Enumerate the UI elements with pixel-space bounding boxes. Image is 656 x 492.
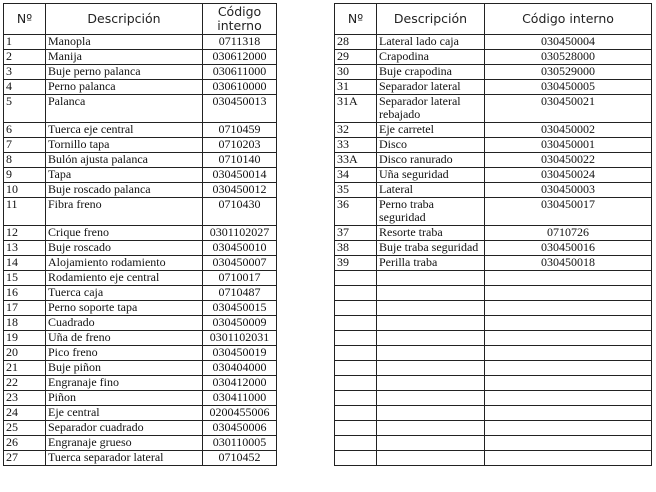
- left-desc-cell: Alojamiento rodamiento: [46, 256, 203, 271]
- column-gap: [277, 241, 335, 256]
- table-row: [4, 226, 652, 241]
- table-row: [4, 168, 652, 183]
- column-gap: [277, 301, 335, 316]
- column-gap: [277, 183, 335, 198]
- right-code-cell: [485, 316, 652, 331]
- table-row: [4, 198, 652, 226]
- right-desc-cell: Separador lateral rebajado: [377, 95, 485, 123]
- left-code-cell: 030610000: [203, 80, 277, 95]
- column-gap: [277, 95, 335, 123]
- right-num-cell: 35: [335, 183, 377, 198]
- left-code-cell: 0710140: [203, 153, 277, 168]
- left-desc-cell: Cuadrado: [46, 316, 203, 331]
- right-num-cell: 38: [335, 241, 377, 256]
- column-gap: [277, 80, 335, 95]
- parts-table: [3, 3, 652, 466]
- right-num-cell: [335, 346, 377, 361]
- table-row: [4, 301, 652, 316]
- column-gap: [277, 123, 335, 138]
- left-desc-cell: Pico freno: [46, 346, 203, 361]
- right-desc-cell: Crapodina: [377, 50, 485, 65]
- right-desc-cell: Disco: [377, 138, 485, 153]
- table-row: [4, 346, 652, 361]
- left-num-cell: 27: [4, 451, 46, 466]
- right-code-cell: 030450004: [485, 35, 652, 50]
- column-gap: [277, 168, 335, 183]
- left-desc-cell: Buje roscado: [46, 241, 203, 256]
- left-code-cell: 030612000: [203, 50, 277, 65]
- table-row: [4, 406, 652, 421]
- left-code-cell: 0710017: [203, 271, 277, 286]
- column-gap: [277, 65, 335, 80]
- right-code-cell: [485, 286, 652, 301]
- column-gap: [277, 346, 335, 361]
- right-desc-cell: [377, 376, 485, 391]
- column-gap: [277, 256, 335, 271]
- table-row: [4, 183, 652, 198]
- column-gap: [277, 421, 335, 436]
- left-desc-cell: Buje piñon: [46, 361, 203, 376]
- left-code-cell: 030110005: [203, 436, 277, 451]
- right-num-cell: [335, 436, 377, 451]
- left-num-cell: 23: [4, 391, 46, 406]
- column-gap: [277, 406, 335, 421]
- left-num-cell: 11: [4, 198, 46, 226]
- right-code-cell: [485, 331, 652, 346]
- left-num-cell: 3: [4, 65, 46, 80]
- right-num-cell: [335, 406, 377, 421]
- right-num-cell: 31A: [335, 95, 377, 123]
- right-desc-cell: [377, 361, 485, 376]
- left-desc-cell: Separador cuadrado: [46, 421, 203, 436]
- right-desc-cell: Eje carretel: [377, 123, 485, 138]
- left-desc-cell: Tapa: [46, 168, 203, 183]
- left-code-cell: 030450012: [203, 183, 277, 198]
- column-gap: [277, 436, 335, 451]
- left-num-cell: 17: [4, 301, 46, 316]
- left-code-cell: 030450007: [203, 256, 277, 271]
- column-gap: [277, 198, 335, 226]
- right-desc-cell: [377, 391, 485, 406]
- right-code-cell: 030450017: [485, 198, 652, 226]
- header-code-left: Código interno: [203, 4, 277, 35]
- left-num-cell: 24: [4, 406, 46, 421]
- left-code-cell: 030450009: [203, 316, 277, 331]
- right-code-cell: [485, 376, 652, 391]
- right-code-cell: [485, 451, 652, 466]
- right-num-cell: 33A: [335, 153, 377, 168]
- column-gap: [277, 271, 335, 286]
- right-num-cell: [335, 421, 377, 436]
- left-code-cell: 030450010: [203, 241, 277, 256]
- left-num-cell: 8: [4, 153, 46, 168]
- column-gap: [277, 316, 335, 331]
- left-desc-cell: Perno palanca: [46, 80, 203, 95]
- left-num-cell: 21: [4, 361, 46, 376]
- left-desc-cell: Engranaje fino: [46, 376, 203, 391]
- right-code-cell: 030450003: [485, 183, 652, 198]
- right-num-cell: [335, 451, 377, 466]
- left-desc-cell: Tornillo tapa: [46, 138, 203, 153]
- right-code-cell: [485, 361, 652, 376]
- right-num-cell: [335, 316, 377, 331]
- column-gap: [277, 138, 335, 153]
- right-code-cell: 030450001: [485, 138, 652, 153]
- right-desc-cell: [377, 331, 485, 346]
- left-desc-cell: Crique freno: [46, 226, 203, 241]
- left-code-cell: 0710452: [203, 451, 277, 466]
- right-num-cell: [335, 286, 377, 301]
- column-gap: [277, 35, 335, 50]
- right-num-cell: 34: [335, 168, 377, 183]
- right-desc-cell: [377, 451, 485, 466]
- right-num-cell: [335, 301, 377, 316]
- right-num-cell: [335, 271, 377, 286]
- left-num-cell: 10: [4, 183, 46, 198]
- left-desc-cell: Buje roscado palanca: [46, 183, 203, 198]
- table-row: [4, 153, 652, 168]
- right-desc-cell: Uña seguridad: [377, 168, 485, 183]
- left-num-cell: 2: [4, 50, 46, 65]
- right-num-cell: [335, 391, 377, 406]
- table-row: [4, 421, 652, 436]
- column-gap: [277, 286, 335, 301]
- left-num-cell: 6: [4, 123, 46, 138]
- right-code-cell: [485, 436, 652, 451]
- right-num-cell: 32: [335, 123, 377, 138]
- table-row: [4, 316, 652, 331]
- left-num-cell: 19: [4, 331, 46, 346]
- left-desc-cell: Engranaje grueso: [46, 436, 203, 451]
- header-row: [4, 4, 652, 35]
- table-row: [4, 95, 652, 123]
- right-code-cell: 030450024: [485, 168, 652, 183]
- right-desc-cell: Perilla traba: [377, 256, 485, 271]
- column-gap: [277, 376, 335, 391]
- column-gap: [277, 391, 335, 406]
- header-num-right: Nº: [335, 4, 377, 35]
- left-desc-cell: Buje perno palanca: [46, 65, 203, 80]
- right-code-cell: 030450005: [485, 80, 652, 95]
- left-code-cell: 030412000: [203, 376, 277, 391]
- table-row: [4, 436, 652, 451]
- left-desc-cell: Uña de freno: [46, 331, 203, 346]
- table-row: [4, 376, 652, 391]
- table-row: [4, 241, 652, 256]
- left-code-cell: 030404000: [203, 361, 277, 376]
- table-row: [4, 391, 652, 406]
- right-code-cell: 0710726: [485, 226, 652, 241]
- left-desc-cell: Bulón ajusta palanca: [46, 153, 203, 168]
- left-desc-cell: Tuerca separador lateral: [46, 451, 203, 466]
- left-code-cell: 030450006: [203, 421, 277, 436]
- right-num-cell: 30: [335, 65, 377, 80]
- right-desc-cell: [377, 436, 485, 451]
- left-num-cell: 1: [4, 35, 46, 50]
- left-code-cell: 030450013: [203, 95, 277, 123]
- left-desc-cell: Manopla: [46, 35, 203, 50]
- left-num-cell: 12: [4, 226, 46, 241]
- left-desc-cell: Tuerca caja: [46, 286, 203, 301]
- left-code-cell: 030611000: [203, 65, 277, 80]
- table-row: [4, 451, 652, 466]
- left-desc-cell: Perno soporte tapa: [46, 301, 203, 316]
- right-desc-cell: Separador lateral: [377, 80, 485, 95]
- left-num-cell: 14: [4, 256, 46, 271]
- column-gap: [277, 331, 335, 346]
- left-code-cell: 0711318: [203, 35, 277, 50]
- left-num-cell: 7: [4, 138, 46, 153]
- left-num-cell: 9: [4, 168, 46, 183]
- right-desc-cell: [377, 286, 485, 301]
- left-code-cell: 0301102027: [203, 226, 277, 241]
- left-num-cell: 15: [4, 271, 46, 286]
- column-gap: [277, 153, 335, 168]
- right-num-cell: [335, 331, 377, 346]
- right-desc-cell: [377, 421, 485, 436]
- column-gap: [277, 226, 335, 241]
- right-code-cell: [485, 406, 652, 421]
- column-gap: [277, 50, 335, 65]
- table-row: [4, 35, 652, 50]
- right-desc-cell: Perno traba seguridad: [377, 198, 485, 226]
- table-row: [4, 256, 652, 271]
- left-desc-cell: Manija: [46, 50, 203, 65]
- table-row: [4, 65, 652, 80]
- right-num-cell: [335, 376, 377, 391]
- right-code-cell: [485, 271, 652, 286]
- right-desc-cell: Disco ranurado: [377, 153, 485, 168]
- right-code-cell: 030529000: [485, 65, 652, 80]
- right-code-cell: 030450002: [485, 123, 652, 138]
- left-num-cell: 5: [4, 95, 46, 123]
- right-num-cell: 39: [335, 256, 377, 271]
- right-code-cell: 030450021: [485, 95, 652, 123]
- left-desc-cell: Palanca: [46, 95, 203, 123]
- left-code-cell: 0200455006: [203, 406, 277, 421]
- left-code-cell: 0710459: [203, 123, 277, 138]
- right-code-cell: [485, 391, 652, 406]
- right-code-cell: [485, 421, 652, 436]
- table-row: [4, 50, 652, 65]
- right-num-cell: [335, 361, 377, 376]
- left-num-cell: 4: [4, 80, 46, 95]
- header-desc-right: Descripción: [377, 4, 485, 35]
- left-num-cell: 20: [4, 346, 46, 361]
- column-gap: [277, 451, 335, 466]
- right-num-cell: 37: [335, 226, 377, 241]
- left-code-cell: 0710430: [203, 198, 277, 226]
- right-code-cell: [485, 346, 652, 361]
- header-desc-left: Descripción: [46, 4, 203, 35]
- header-num-left: Nº: [4, 4, 46, 35]
- right-num-cell: 29: [335, 50, 377, 65]
- right-num-cell: 28: [335, 35, 377, 50]
- left-desc-cell: Piñon: [46, 391, 203, 406]
- left-code-cell: 0710203: [203, 138, 277, 153]
- header-code-right: Código interno: [485, 4, 652, 35]
- right-desc-cell: Buje traba seguridad: [377, 241, 485, 256]
- table-row: [4, 80, 652, 95]
- right-desc-cell: Lateral lado caja: [377, 35, 485, 50]
- left-desc-cell: Eje central: [46, 406, 203, 421]
- table-row: [4, 271, 652, 286]
- table-row: [4, 361, 652, 376]
- left-num-cell: 13: [4, 241, 46, 256]
- right-num-cell: 31: [335, 80, 377, 95]
- left-desc-cell: Tuerca eje central: [46, 123, 203, 138]
- left-desc-cell: Rodamiento eje central: [46, 271, 203, 286]
- right-code-cell: 030528000: [485, 50, 652, 65]
- right-code-cell: 030450018: [485, 256, 652, 271]
- left-num-cell: 16: [4, 286, 46, 301]
- right-desc-cell: [377, 301, 485, 316]
- left-code-cell: 030450019: [203, 346, 277, 361]
- table-row: [4, 331, 652, 346]
- right-num-cell: 33: [335, 138, 377, 153]
- left-code-cell: 0301102031: [203, 331, 277, 346]
- left-code-cell: 030450015: [203, 301, 277, 316]
- left-num-cell: 25: [4, 421, 46, 436]
- table-row: [4, 123, 652, 138]
- right-desc-cell: [377, 346, 485, 361]
- right-desc-cell: Lateral: [377, 183, 485, 198]
- table-row: [4, 286, 652, 301]
- right-desc-cell: Resorte traba: [377, 226, 485, 241]
- column-gap: [277, 361, 335, 376]
- left-code-cell: 030411000: [203, 391, 277, 406]
- left-code-cell: 0710487: [203, 286, 277, 301]
- right-desc-cell: [377, 316, 485, 331]
- right-desc-cell: [377, 271, 485, 286]
- left-code-cell: 030450014: [203, 168, 277, 183]
- left-num-cell: 26: [4, 436, 46, 451]
- left-desc-cell: Fibra freno: [46, 198, 203, 226]
- right-code-cell: [485, 301, 652, 316]
- right-code-cell: 030450022: [485, 153, 652, 168]
- column-gap: [277, 4, 335, 35]
- table-row: [4, 138, 652, 153]
- right-num-cell: 36: [335, 198, 377, 226]
- left-num-cell: 18: [4, 316, 46, 331]
- right-desc-cell: Buje crapodina: [377, 65, 485, 80]
- right-desc-cell: [377, 406, 485, 421]
- right-code-cell: 030450016: [485, 241, 652, 256]
- left-num-cell: 22: [4, 376, 46, 391]
